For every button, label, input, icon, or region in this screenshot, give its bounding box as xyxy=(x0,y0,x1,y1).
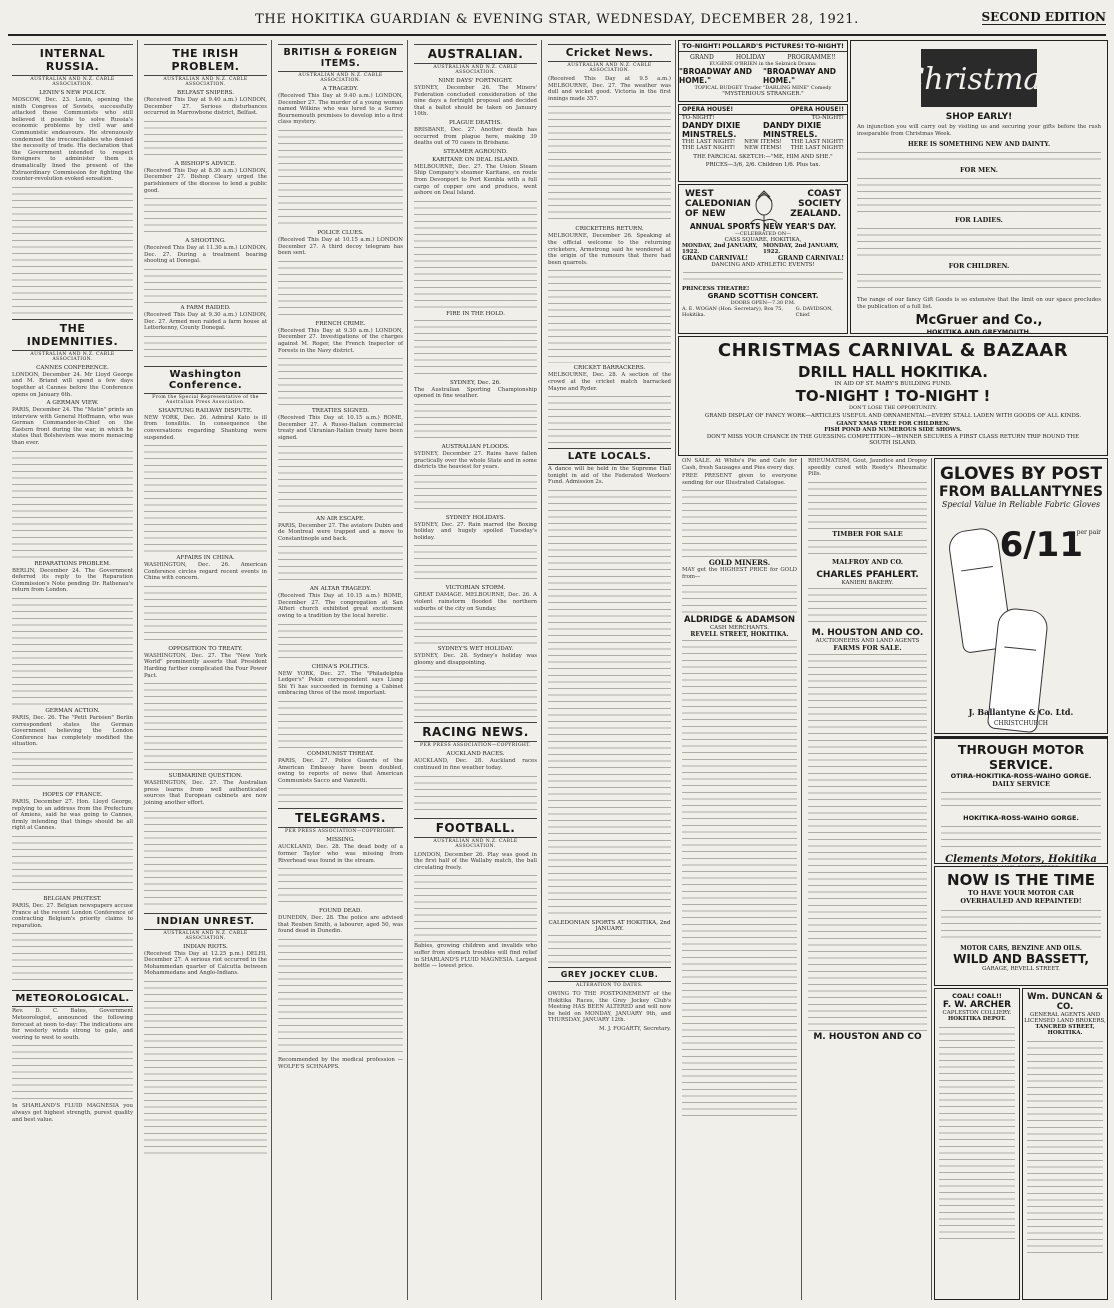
article-text: (Received This Day at 11.30 a.m.) LONDON, Dec. 27. During a treatment bearing shooting at Donegal. xyxy=(144,245,267,265)
article-body-lines xyxy=(144,681,267,771)
headline-telegrams: TELEGRAMS. xyxy=(278,808,403,828)
advert-text: In SHARLAND'S FLUID MAGNESIA you always get highest strength, purest quality and best value. xyxy=(12,1103,133,1123)
agency-line: AUSTRALIAN AND N.Z. CABLE ASSOCIATION. xyxy=(30,77,115,87)
article-text: NEW YORK, Dec. 27. The "Philadelphia Ledger's" Pekin correspondent says Liang Shi Yi has succeeded in forming a Cabinet embracing three of the most important. xyxy=(278,670,403,697)
article-body-lines xyxy=(548,394,671,444)
new-items: NEW ITEMS! xyxy=(744,139,782,145)
dateline: A FARM RAIDED. xyxy=(180,304,231,311)
gloves-price: 6/11 xyxy=(999,525,1083,565)
headline-australian: AUSTRALIAN. xyxy=(414,44,537,64)
for-ladies: FOR LADIES. xyxy=(955,216,1003,225)
dateline: INDIAN RIOTS. xyxy=(183,943,228,950)
article-text: LONDON, December 24. Mr Lloyd George and M. Briand will spend a few days together at Cannes before the Conference opens on January 6th. xyxy=(12,371,133,398)
dateline: AUSTRALIAN FLOODS. xyxy=(441,443,510,450)
article-text: BRISBANE, Dec. 27. Another death has occurred from plague here, making 39 deaths out of 70 cases in Brisbane. xyxy=(414,126,537,147)
headline-internal-russia: INTERNAL RUSSIA. xyxy=(12,44,133,76)
small-ad: FREE PRESENT given to everyone sending for our Illustrated Catalogue. xyxy=(682,473,797,486)
dateline: VICTORIAN STORM. xyxy=(445,585,506,592)
opera-house-label: OPERA HOUSE!! xyxy=(790,106,844,113)
dateline: A GERMAN VIEW. xyxy=(46,400,99,407)
christmas-footer: The range of our fancy Gift Goods is so extensive that the limit on our space precludes the publication of a full list. xyxy=(857,297,1101,310)
bazaar-trees: GIANT XMAS TREE FOR CHILDREN. xyxy=(836,421,950,427)
dateline: CRICKET BARRACKERS. xyxy=(573,365,646,372)
wild-bassett-ad xyxy=(934,866,1108,986)
article-body-lines xyxy=(12,750,133,790)
annual-sports: ANNUAL SPORTS NEW YEAR'S DAY. xyxy=(689,222,837,231)
bazaar-dont: DON'T LOSE THE OPPORTUNITY. xyxy=(849,405,937,411)
farms-for-sale: FARMS FOR SALE. xyxy=(833,643,902,652)
small-ads-column-a xyxy=(678,458,802,1300)
article-body-lines xyxy=(414,318,537,378)
motor-route2: HOKITIKA-ROSS-WAIHO GORGE. xyxy=(963,814,1079,822)
houston-name: M. HOUSTON AND CO. xyxy=(811,627,924,638)
article-text: PARIS, December 24. The "Matin" prints an interview with General Hoffmann, who was German Commander-in-Chief on the Eastern front during the war, in which he states that Bolshevism was more menacing than ever. xyxy=(12,407,133,447)
gold-miners-text: MAY get the HIGHEST PRICE for GOLD from— xyxy=(682,567,797,580)
dateline: AN AIR ESCAPE. xyxy=(316,515,365,522)
motor-title: THROUGH MOTOR SERVICE. xyxy=(957,742,1085,772)
article-body-lines xyxy=(414,543,537,583)
last-night: THE LAST NIGHT! xyxy=(790,145,844,151)
ad-body-lines xyxy=(941,908,1101,942)
article-text: PARIS, Dec. 27. Belgian newspapers accuse France at the recent London Conference of contracting Belgium's priority claims to reparation. xyxy=(12,902,133,929)
new-items: NEW ITEMS! xyxy=(744,145,782,151)
article-text: WASHINGTON, Dec. 27. The Australian press learns from well authenticated sources that European cabinets are now joining another effort. xyxy=(144,780,267,807)
dateline: FIRE IN THE HOLD. xyxy=(446,310,505,317)
christmas-value: HERE IS SOMETHING NEW AND DAINTY. xyxy=(907,141,1051,149)
carnival-right: GRAND CARNIVAL! xyxy=(778,255,844,262)
last-night: THE LAST NIGHT! xyxy=(682,139,736,145)
caledonian-sports-ad xyxy=(678,184,848,334)
article-body-lines xyxy=(144,584,267,644)
coal-title: COAL! COAL!! xyxy=(952,992,1002,1000)
masthead xyxy=(8,10,1106,36)
dateline: LENIN'S NEW POLICY. xyxy=(39,90,106,96)
last-night: THE LAST NIGHT! xyxy=(682,145,736,151)
article-body-lines xyxy=(278,128,403,228)
agency-line: PER PRESS ASSOCIATION—COPYRIGHT. xyxy=(420,743,531,749)
advert-text: Babies, growing children and invalids who suffer from stomach troubles will find relief in SHARLAND'S FLUID MAGNESIA. Largest bottle — lowest price. xyxy=(414,943,537,970)
tonight-label: TO-NIGHT! xyxy=(682,42,721,50)
film-title: "BROADWAY AND HOME." xyxy=(763,67,836,85)
agency-line: AUSTRALIAN AND N.Z. CABLE ASSOCIATION. xyxy=(433,65,518,75)
ad-body-lines xyxy=(682,583,797,613)
column-3 xyxy=(274,40,408,1300)
ad-body-lines xyxy=(808,480,927,530)
grand-label: GRAND xyxy=(690,54,714,61)
now-title: NOW IS THE TIME xyxy=(947,871,1095,889)
malfroy-name: MALFROY AND CO. xyxy=(832,557,903,566)
article-body-lines xyxy=(278,259,403,319)
article-text: OWING TO THE POSTPONEMENT of the Hokitika Races, the Grey Jockey Club's Meeting HAS BEEN ALTERED and will now be held on MONDAY, JANUARY 9th, and THURSDAY, JANUARY 12th. xyxy=(548,990,671,1024)
dateline: A BISHOP'S ADVICE. xyxy=(174,160,237,167)
ad-body-lines xyxy=(682,638,797,1118)
edition-label: SECOND EDITION xyxy=(981,10,1106,24)
article-body-lines xyxy=(12,1043,133,1103)
article-body-lines xyxy=(414,473,537,513)
article-body-lines xyxy=(548,268,671,363)
advert-text: Recommended by the medical profession —WOLFE'S SCHNAPPS. xyxy=(278,1056,403,1070)
mcgruer-name: McGruer and Co., xyxy=(915,313,1043,329)
west-label: WEST xyxy=(685,189,714,199)
tonight-label: TO-NIGHT! xyxy=(811,115,844,121)
chief-sign: G. DAVIDSON, Chief. xyxy=(795,306,833,318)
article-body-lines xyxy=(278,544,403,584)
venue: CASS SQUARE, HOKITIKA, xyxy=(724,237,802,243)
holiday-label: HOLIDAY xyxy=(735,54,766,61)
ad-body-lines xyxy=(808,538,927,558)
headline-washington-conference: Washington Conference. xyxy=(144,366,267,394)
article-body-lines xyxy=(144,267,267,303)
article-body-lines xyxy=(548,933,671,963)
caledonian-label: CALEDONIAN xyxy=(685,199,751,209)
dateline: SYDNEY HOLIDAYS. xyxy=(445,514,506,521)
topical-line: TOPICAL BUDGET Trader "DARLING MINE" Comedy xyxy=(694,85,832,91)
article-text: PARIS, December 27. The aviators Dubin and de Montreal were trapped and a move to Constantinople and back. xyxy=(278,522,403,542)
small-ad: RHEUMATISM, Gout, Jaundice and Dropsy speedily cured with Reedy's Rheumatic Pills. xyxy=(808,458,927,478)
duncan-desc: GENERAL AGENTS AND LICENSED LAND BROKERS, xyxy=(1024,1012,1106,1024)
article-text: SYDNEY, Dec. 28. Sydney's holiday was gloomy and disappointing. xyxy=(414,653,537,666)
article-body-lines xyxy=(12,185,133,315)
christmas-intro: An injunction you will carry out by visiting us and securing your gifts before the rush inseparable from Christmas Week. xyxy=(857,124,1101,137)
article-body-lines xyxy=(144,334,267,362)
ballantyne-city: CHRISTCHURCH xyxy=(993,720,1049,727)
article-body-lines xyxy=(278,699,403,749)
christmas-bazaar-ad xyxy=(678,336,1108,456)
prices: PRICES—3/6, 2/6. Children 1/6. Plus tax. xyxy=(705,162,821,168)
dateline: PLAGUE DEATHS. xyxy=(449,119,502,126)
subheading: ALTERATION TO DATES. xyxy=(576,982,643,988)
article-body-lines xyxy=(144,809,267,909)
article-body-lines xyxy=(12,834,133,894)
ad-body-lines xyxy=(1027,1039,1103,1259)
article-text: (Received This Day at 9.30 a.m.) LONDON, Dec. 27. Armed men raided a farm house at Letterkenny, County Donegal. xyxy=(144,311,267,332)
bazaar-tonight: TO-NIGHT ! TO-NIGHT ! xyxy=(795,387,991,405)
headline-late-locals: LATE LOCALS. xyxy=(548,448,671,465)
society-label: SOCIETY xyxy=(798,199,841,209)
article-body-lines xyxy=(278,786,403,804)
article-body-lines xyxy=(548,104,671,224)
dateline: A TRAGEDY. xyxy=(322,86,359,92)
article-text: (Received This Day at 10.15 a.m.) LONDON December 27. A third decoy telegram has been sent. xyxy=(278,236,403,257)
agency-line: AUSTRALIAN AND N.Z. CABLE ASSOCIATION. xyxy=(567,63,652,73)
houston-name-footer: M. HOUSTON AND CO xyxy=(813,1031,922,1042)
article-body-lines xyxy=(144,119,267,159)
duncan-firm: Wm. DUNCAN & CO. xyxy=(1027,992,1103,1012)
article-text: LONDON, December 26. Play was good in the first half of the Wallaby match, the ball circulating freely. xyxy=(414,851,537,871)
dateline: SUBMARINE QUESTION. xyxy=(168,773,243,780)
ad-body-lines xyxy=(683,270,843,284)
article-text: (Received This Day at 9.30 a.m.) LONDON, December 27. Investigations of the charges against M. Roger, the French Inspector of Forests in the Navy district. xyxy=(278,327,403,354)
dateline: POLICE CLUES. xyxy=(317,229,364,236)
agency-line: AUSTRALIAN AND N.Z. CABLE ASSOCIATION. xyxy=(433,838,518,849)
tonight-label: TO-NIGHT! xyxy=(805,42,844,50)
bazaar-fish: FISH POND AND NUMEROUS SIDE SHOWS. xyxy=(824,427,962,433)
column-5 xyxy=(544,40,676,1300)
article-body-lines xyxy=(414,774,537,814)
article-text: WASHINGTON, Dec. 26. American Conference circles regard recent events in China with concern. xyxy=(144,562,267,582)
gloves-line1: GLOVES BY POST xyxy=(939,464,1103,484)
ad-body-lines xyxy=(939,1025,1015,1245)
doors-open: DOORS OPEN—7.30 P.M. xyxy=(730,300,796,306)
ad-body-lines xyxy=(941,790,1101,812)
headline-indemnities: THE INDEMNITIES. xyxy=(12,319,133,351)
tonight-label: TO-NIGHT! xyxy=(682,115,715,121)
column-1 xyxy=(8,40,138,1300)
article-text: (Received This Day at 9.40 a.m.) LONDON, December 27. The murder of a young woman named Wilkins who was lured to a Surrey Bournemouth premises to develop into a first class mystery. xyxy=(278,93,403,126)
film-title: "BROADWAY AND HOME." xyxy=(679,67,752,85)
article-body-lines xyxy=(12,596,133,706)
headline-indian-unrest: INDIAN UNREST. xyxy=(144,913,267,930)
duncan-ad xyxy=(1022,988,1108,1300)
dateline: GERMAN ACTION. xyxy=(45,708,100,715)
article-body-lines xyxy=(414,402,537,442)
coal-ad xyxy=(934,988,1020,1300)
article-body-lines xyxy=(414,873,537,943)
article-body-lines xyxy=(12,931,133,986)
gold-miners-title: GOLD MINERS. xyxy=(708,558,771,568)
programme-label: PROGRAMME!! xyxy=(787,54,836,61)
headline-racing-news: RACING NEWS. xyxy=(414,722,537,742)
masthead-title: THE HOKITIKA GUARDIAN & EVENING STAR, WEDNESDAY, DECEMBER 28, 1921. xyxy=(255,12,859,27)
agency-line: From the Special Representative of the Australian Press Association. xyxy=(152,394,259,405)
gloves-line2: FROM BALLANTYNES xyxy=(938,484,1103,500)
dateline: OPPOSITION TO TREATY. xyxy=(168,645,243,652)
dateline: CANNES CONFERENCE. xyxy=(36,364,109,371)
opera-house-ad xyxy=(678,104,848,182)
agency-line: AUSTRALIAN AND N.Z. CABLE ASSOCIATION. xyxy=(30,351,115,362)
christmas-title-icon xyxy=(901,47,1057,109)
article-text: PARIS, Dec. 26. The "Petit Parisien" Berlin correspondent states the German Government believing the London Conference has completely modified the situation. xyxy=(12,715,133,748)
article-text: PARIS, December 27. Hon. Lloyd George, replying to an address from the Prefecture of Amiens, said he was going to Cannes, firmly intending that things should be all right at Cannes. xyxy=(12,799,133,832)
article-text: MELBOURNE, Dec. 27. The Union Steam Ship Company's steamer Karitane, en route from Devonport to Port Kembla with a full cargo of copper ore and produce, went ashore on Deal Island. xyxy=(414,163,537,197)
wild-bassett-garage: GARAGE, REVELL STREET. xyxy=(982,966,1060,972)
article-body-lines xyxy=(414,668,537,718)
article-text: BERLIN, December 24. The Government deferred its reply to the Reparation Commission's Note pending Dr. Rathenau's return from London. xyxy=(12,567,133,594)
mcgruer-christmas-ad xyxy=(850,40,1108,337)
aldridge-name: ALDRIDGE & ADAMSON xyxy=(683,614,796,625)
article-text: A dance will be held in the Supreme Hall tonight in aid of the Federated Workers' Fund. Admission 2s. xyxy=(548,466,671,486)
dateline: AFFAIRS IN CHINA. xyxy=(176,555,235,562)
bazaar-display: GRAND DISPLAY OF FANCY WORK—ARTICLES USEFUL AND ORNAMENTAL—EVERY STALL LADEN WITH GOODS OF ALL KINDS. xyxy=(704,413,1082,419)
thistle-emblem-icon xyxy=(747,191,781,231)
ad-body-lines xyxy=(808,586,927,626)
article-text: MELBOURNE, Dec. 28. A section of the crowd at the cricket match barracked Mayne and Ryder. xyxy=(548,372,671,392)
article-text: NEW YORK, Dec. 26. Admiral Kato is ill from tonsilitis. In consequence the conversations regarding Shantung were suspended. xyxy=(144,414,267,441)
article-body-lines xyxy=(144,443,267,553)
gloves-tag: Special Value in Reliable Fabric Gloves xyxy=(941,500,1101,509)
gloves-per: per pair xyxy=(1076,529,1101,536)
article-text: The Australian Sporting Championship opened in fine weather. xyxy=(414,386,537,400)
mystery-line: "MYSTERIOUS STRANGER." xyxy=(722,91,804,97)
dancing-events: DANCING AND ATHLETIC EVENTS! xyxy=(711,262,815,268)
act-name: DANDY DIXIE MINSTRELS. xyxy=(682,121,741,139)
article-text: GREAT DAMAGE. MELBOURNE, Dec. 26. A violent rainstorm flooded the northern suburbs of the city on Sunday. xyxy=(414,592,537,612)
celebrated-on: —CELEBRATED ON— xyxy=(734,231,792,237)
motor-daily: DAILY SERVICE xyxy=(992,780,1050,788)
bazaar-aid: IN AID OF ST. MARY'S BUILDING FUND. xyxy=(834,381,952,387)
dateline: SYDNEY, Dec. 26. xyxy=(450,379,501,386)
mcgruer-location: HOKITIKA AND GREYMOUTH. xyxy=(926,328,1032,337)
article-body-lines xyxy=(278,622,403,662)
motor-service-ad xyxy=(934,736,1108,864)
timber-title: TIMBER FOR SALE xyxy=(832,529,903,538)
article-body-lines xyxy=(278,937,403,1057)
ad-body-lines xyxy=(857,226,1101,260)
article-text: AUCKLAND, Dec. 28. Auckland races continued in fine weather today. xyxy=(414,758,537,772)
for-children: FOR CHILDREN. xyxy=(948,262,1010,271)
now-sub: TO HAVE YOUR MOTOR CAR OVERHAULED AND REPAINTED! xyxy=(960,889,1082,905)
dateline: REPARATIONS PROBLEM. xyxy=(34,560,111,567)
article-body-lines xyxy=(278,356,403,406)
wild-bassett-name: WILD AND BASSETT, xyxy=(953,952,1089,966)
bazaar-title: CHRISTMAS CARNIVAL & BAZAAR xyxy=(717,340,1069,361)
article-text: (Received This Day at 9.40 a.m.) LONDON, December 27. Serious disturbances occurred in Marrowbone district, Belfast. xyxy=(144,97,267,117)
last-night: THE LAST NIGHT! xyxy=(790,139,844,145)
pfahlert-name: CHARLES PFAHLERT. xyxy=(816,569,919,580)
aldridge-street: REVELL STREET, HOKITIKA. xyxy=(690,630,789,638)
for-men: FOR MEN. xyxy=(960,166,998,175)
dateline: AN ALTAR TRAGEDY. xyxy=(309,586,372,593)
small-ad: ON SALE. At White's Pie and Cafe for Cash, fresh Sausages and Pies every day. xyxy=(682,458,797,471)
dateline: FOUND DEAD. xyxy=(318,908,362,915)
scottish-concert: GRAND SCOTTISH CONCERT. xyxy=(707,292,819,300)
article-body-lines xyxy=(414,614,537,644)
article-text: MOSCOW, Dec. 23. Lenin, opening the ninth Congress of Soviets, successfully attacked those Communists who still believed it possible to solve Russia's economic problems by civil war and Communistic endeavours. He strenuously condemned the irreconcilables who denied the necessity of trade. His declaration that the Government intended to respect foreigners to administer them is dramatically lined the present of the Extraordinary Commission for fighting the counter-revolution evoked sensation. xyxy=(12,97,133,183)
article-text: SYDNEY, December 26. The Miners' Federation concluded consideration of the nine days a fortnight proposal and decided that a ballot should be taken on January 10th. xyxy=(414,85,537,118)
now-parts: MOTOR CARS, BENZINE AND OILS. xyxy=(960,945,1082,952)
headline-irish-problem: THE IRISH PROBLEM. xyxy=(144,44,267,76)
aldridge-desc: CASH MERCHANTS. xyxy=(709,624,770,631)
dateline: AUCKLAND RACES. xyxy=(446,751,505,758)
article-text: WASHINGTON, Dec. 27. The "New York World" prominently asserts that President Harding further complicated the Four Power Pact. xyxy=(144,652,267,679)
article-body-lines xyxy=(12,449,133,559)
dateline: SYDNEY'S WET HOLIDAY. xyxy=(437,646,514,653)
article-text: SYDNEY, December 27. Rains have fallen practically over the whole State and in some districts the heaviest for years. xyxy=(414,450,537,471)
carnival-left: GRAND CARNIVAL! xyxy=(682,255,748,262)
christmas-title-text: Christmas xyxy=(901,62,1057,97)
dateline: TREATIES SIGNED. xyxy=(312,408,369,415)
headline-british-foreign: BRITISH & FOREIGN ITEMS. xyxy=(278,44,403,72)
clements-motors: Clements Motors, Hokitika xyxy=(945,854,1097,865)
pictures-title: POLLARD'S PICTURES! xyxy=(722,42,804,50)
secretary-sign: A. E. WOGAN (Hon. Secretary), Box 75, Hokitika. xyxy=(682,306,784,318)
dateline: KARITANE ON DEAL ISLAND. xyxy=(432,156,519,163)
ad-body-lines xyxy=(941,824,1101,852)
agency-line: PER PRESS ASSOCIATION—COPYRIGHT. xyxy=(285,829,396,835)
dateline: A SHOOTING. xyxy=(185,238,226,245)
zealand-label: ZEALAND. xyxy=(790,209,841,219)
houston-desc: AUCTIONEERS AND LAND AGENTS xyxy=(815,637,920,644)
date-right: MONDAY, 2nd JANUARY, 1922. xyxy=(763,243,839,255)
small-ads-column-b xyxy=(804,458,932,1300)
dateline: FRENCH CRIME. xyxy=(315,320,366,327)
dateline: MISSING. xyxy=(326,837,355,844)
ad-body-lines xyxy=(857,176,1101,214)
column-2 xyxy=(140,40,272,1300)
dateline: SHANTUNG RAILWAY DISPUTE. xyxy=(158,407,253,414)
article-text: AUCKLAND, Dec. 28. The dead body of a former Taylor who was missing from Riverhead was found in the stream. xyxy=(278,844,403,864)
article-body-lines xyxy=(278,444,403,514)
article-body-lines xyxy=(278,866,403,906)
headline-cricket-news: Cricket News. xyxy=(548,44,671,62)
headline-football: FOOTBALL. xyxy=(414,818,537,838)
dateline: HOPES OF FRANCE. xyxy=(42,792,103,798)
act-name: DANDY DIXIE MINSTRELS. xyxy=(763,121,822,139)
article-text: (Received This Day at 10.15 a.m.) ROME, December 27. The congregation at San Alfieri church exhibited great excitement owing to a tradition by the local heretic. xyxy=(278,593,403,620)
bazaar-footer: DON'T MISS YOUR CHANCE IN THE GUESSING COMPETITION—WINNER SECURES A FIRST CLASS RETURN TRIP ROUND THE SOUTH ISLAND. xyxy=(706,434,1080,446)
ad-body-lines xyxy=(808,652,927,1032)
coal-agency: HOKITIKA DEPOT. xyxy=(948,1016,1006,1022)
ballantynes-gloves-ad xyxy=(934,458,1108,734)
headline-grey-jockey-club: GREY JOCKEY CLUB. xyxy=(548,967,671,982)
ad-body-lines xyxy=(857,150,1101,164)
ballantyne-firm: J. Ballantyne & Co. Ltd. xyxy=(968,707,1074,717)
agency-line: AUSTRALIAN AND N.Z. CABLE ASSOCIATION. xyxy=(163,930,248,941)
dateline: CALEDONIAN SPORTS AT HOKITIKA, 2nd JANUARY. xyxy=(548,919,671,932)
headline-meteorological: METEOROLOGICAL. xyxy=(12,990,133,1007)
coal-firm: F. W. ARCHER xyxy=(942,1000,1012,1010)
article-body-lines xyxy=(414,199,537,309)
article-body-lines xyxy=(548,488,671,918)
dateline: STEAMER AGROUND. xyxy=(443,148,508,155)
agency-line: AUSTRALIAN AND N.Z. CABLE ASSOCIATION. xyxy=(298,73,383,83)
dateline: COMMUNIST THREAT. xyxy=(307,751,374,758)
coast-label: COAST xyxy=(807,189,841,199)
agency-line: AUSTRALIAN AND N.Z. CABLE ASSOCIATION. xyxy=(163,77,248,87)
article-body-lines xyxy=(144,196,267,236)
pollards-pictures-ad xyxy=(678,40,848,102)
article-text: SYDNEY, Dec. 27. Rain marred the Boxing holiday and hugely spoiled Tuesday's holiday. xyxy=(414,521,537,541)
article-text: (Received This Day at 12.25 p.m.) DELHI, December 27. A serious riot occurred in the Mohammedan quarter of Calcutta between Mohammedans and Anglo-Indians. xyxy=(144,950,267,977)
farcical-sketch: THE FARCICAL SKETCH:—"ME, HIM AND SHE." xyxy=(693,154,833,160)
duncan-street: TANCRED STREET, HOKITIKA. xyxy=(1035,1024,1095,1036)
ad-body-lines xyxy=(857,272,1101,294)
pfahlert-desc: KANIERI BAKERY. xyxy=(841,579,894,586)
article-text: (Received This Day at 10.15 a.m.) ROME, December 27. A Russo-Italian commercial treaty and Ukranian-Italian treaty have been signed. xyxy=(278,415,403,441)
article-text: Rev. D. C. Bates, Government Meteorologist, announced the following forecast at noon to-day: The indications are for westerly winds strong to gale, and veering to west to south. xyxy=(12,1008,133,1041)
of-new-label: OF NEW xyxy=(685,209,726,219)
dateline: CRICKETERS RETURN. xyxy=(575,226,644,233)
date-left: MONDAY, 2nd JANUARY, 1922. xyxy=(682,243,758,255)
article-text: DUNEDIN, Dec. 28. The police are advised that Reuben Smith, a labourer, aged 50, was found dead in Dunedin. xyxy=(278,915,403,935)
article-text: PARIS, Dec. 27. Police Guards of the American Embassy have been doubled, owing to reports of news that American Communists Sacco and Vanzetti. xyxy=(278,758,403,784)
princess-theatre: PRINCESS THEATRE! xyxy=(682,286,750,292)
opera-house-label: OPERA HOUSE! xyxy=(682,106,734,113)
article-body-lines xyxy=(144,979,267,1159)
signature: M. J. FOGARTY, Secretary. xyxy=(599,1025,671,1032)
dateline: NINE DAYS' FORTNIGHT. xyxy=(438,78,513,84)
stars-line: EUGENE O'BRIEN in the Selznick Drama: xyxy=(709,61,817,67)
dateline: BELGIAN PROTEST. xyxy=(43,895,102,902)
drill-hall: DRILL HALL HOKITIKA. xyxy=(798,363,988,381)
dateline: BELFAST SNIPERS. xyxy=(176,90,235,96)
motor-route: OTIRA-HOKITIKA-ROSS-WAIHO GORGE. xyxy=(950,772,1092,780)
article-text: (Received This Day at 8.30 a.m.) LONDON, December 27. Bishop Cleary urged the parishioners of the diocese to lend a public good. xyxy=(144,167,267,194)
column-4 xyxy=(410,40,542,1300)
shop-early: SHOP EARLY! xyxy=(945,112,1013,122)
article-text: MELBOURNE, December 26. Speaking at the official welcome to the returning cricketers, Armstrong said he wondered at the origin of the rumours that there had been quarrels. xyxy=(548,233,671,266)
ad-body-lines xyxy=(682,488,797,558)
coal-colliery: CAPLESTON COLLIERY. xyxy=(942,1010,1012,1016)
dateline: CHINA'S POLITICS. xyxy=(311,663,370,670)
article-text: (Received This Day at 9.5 a.m.) MELBOURNE, Dec. 27. The weather was dull and wicket good. Victoria in the first innings made 357. xyxy=(548,76,671,102)
